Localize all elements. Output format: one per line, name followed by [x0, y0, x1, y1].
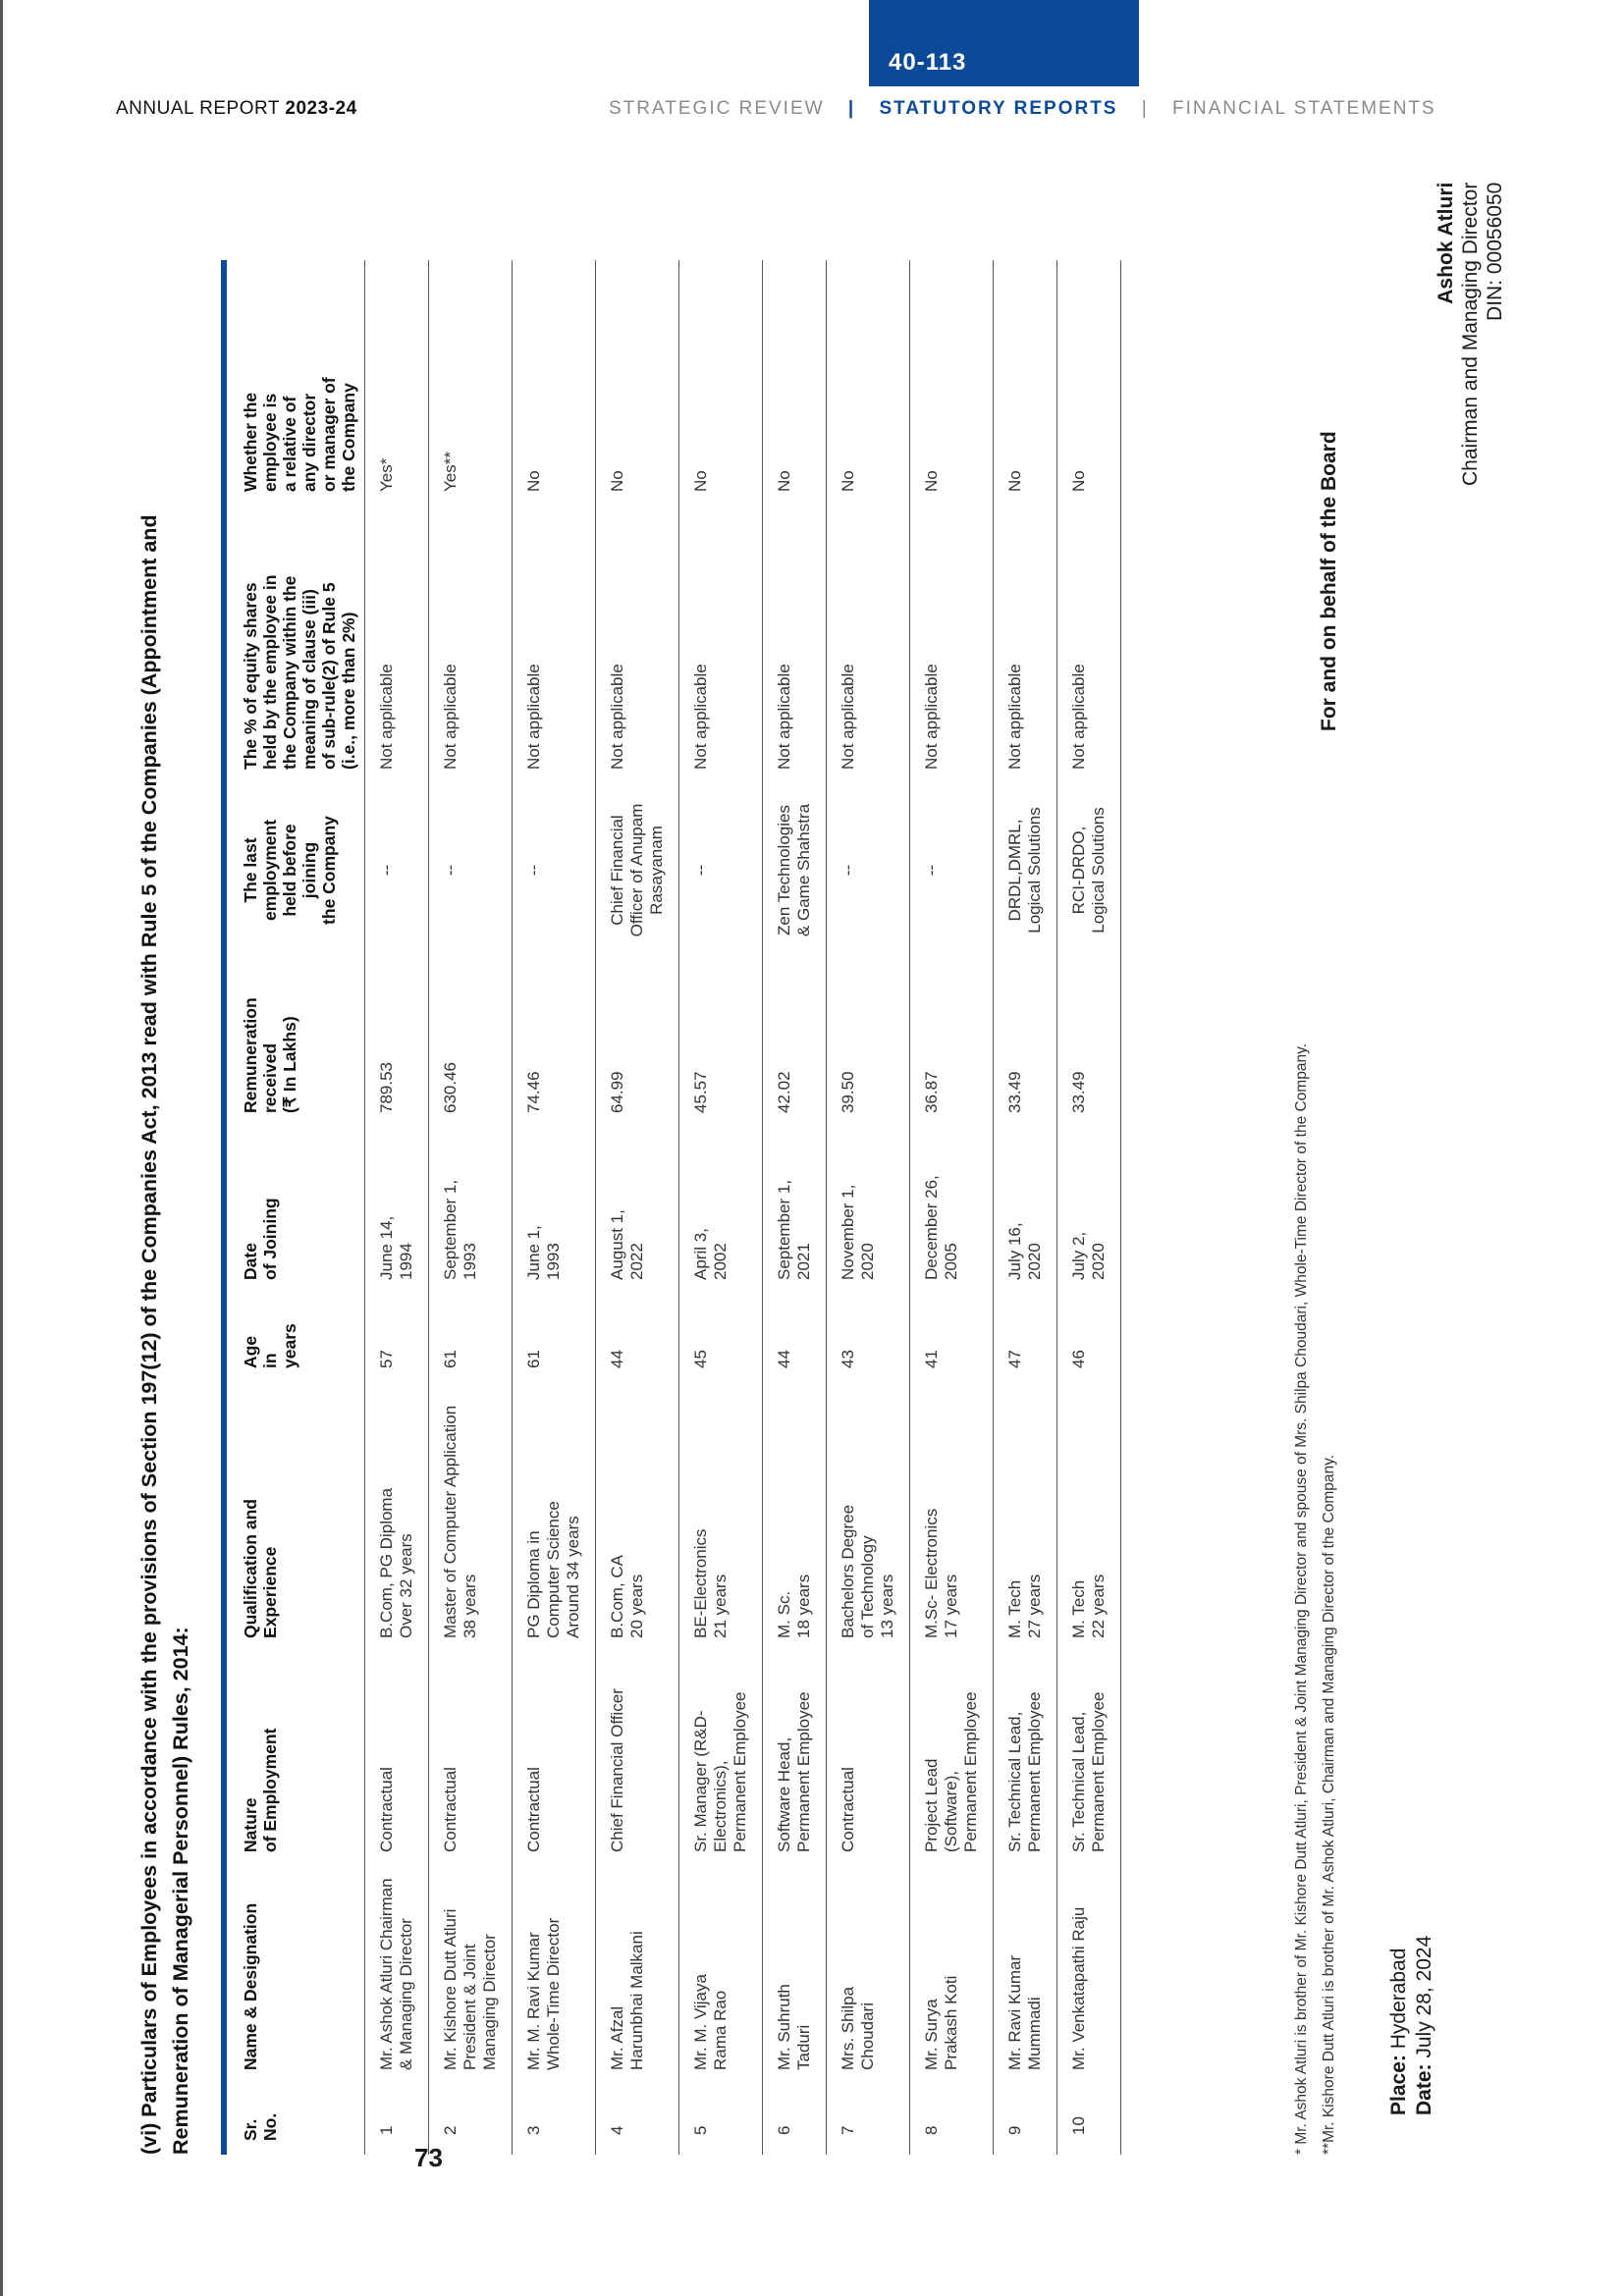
signatory-title: Chairman and Managing Director [1459, 182, 1482, 486]
col-age-cell: 47 [994, 1294, 1057, 1382]
col-sr-no-cell: 2 [429, 2084, 513, 2155]
table-row [763, 260, 827, 2155]
col-last-employment-cell: -- [513, 783, 596, 965]
col-age-cell: 46 [1057, 1294, 1121, 1382]
col-date-joining-cell: July 2, 2020 [1057, 1127, 1121, 1294]
col-qualification-cell: PG Diploma in Computer Science Around 34 years [513, 1382, 596, 1652]
col-name-designation-cell: Mr. M. Vijaya Rama Rao [679, 1866, 763, 2084]
col-relative-cell: No [1057, 260, 1121, 506]
table-row [429, 260, 513, 2155]
col-date-joining-cell: November 1, 2020 [827, 1127, 910, 1294]
table-row [910, 260, 994, 2155]
col-last-employment-cell: Zen Technologies & Game Shahstra [763, 783, 827, 965]
col-name-designation-cell: Mr. Kishore Dutt Atluri President & Joint Managing Director [429, 1866, 513, 2084]
date-value: July 28, 2024 [1413, 1935, 1435, 2058]
col-age-cell: 43 [827, 1294, 910, 1382]
col-sr-no-cell: 3 [513, 2084, 596, 2155]
col-qualification-header: Qualification and Experience [224, 1382, 365, 1652]
date-label: Date: [1413, 2063, 1435, 2115]
nav-separator: | [1141, 98, 1149, 119]
col-remuneration-cell: 33.49 [1057, 965, 1121, 1127]
col-age-cell: 61 [429, 1294, 513, 1382]
col-equity-shares-cell: Not applicable [679, 506, 763, 783]
nav-strategic-review[interactable]: STRATEGIC REVIEW [609, 98, 825, 119]
col-remuneration-cell: 36.87 [910, 965, 994, 1127]
col-qualification-cell: Bachelors Degree of Technology 13 years [827, 1382, 910, 1652]
col-nature-employment-cell: Project Lead (Software), Permanent Employee [910, 1652, 994, 1866]
col-remuneration-cell: 74.46 [513, 965, 596, 1127]
col-remuneration-cell: 45.57 [679, 965, 763, 1127]
col-equity-shares-cell: Not applicable [827, 506, 910, 783]
employees-table [221, 260, 1121, 2155]
signatory-din: DIN: 00056050 [1484, 182, 1506, 321]
col-last-employment-header: The last employment held before joining the Company [224, 783, 365, 965]
col-equity-shares-header: The % of equity shares held by the employee in the Company within the meaning of clause (iii) of sub-rule(2) of Rule 5 (i.e., more than 2%) [224, 506, 365, 783]
col-name-designation-cell: Mr. Ravi Kumar Mummadi [994, 1866, 1057, 2084]
col-qualification-cell: M. Tech 22 years [1057, 1382, 1121, 1652]
col-relative-cell: No [763, 260, 827, 506]
col-date-joining-cell: April 3, 2002 [679, 1127, 763, 1294]
col-last-employment-cell: -- [827, 783, 910, 965]
col-equity-shares-cell: Not applicable [763, 506, 827, 783]
col-last-employment-cell: -- [429, 783, 513, 965]
col-sr-no-cell: 8 [910, 2084, 994, 2155]
col-sr-no-cell: 10 [1057, 2084, 1121, 2155]
col-relative-cell: No [827, 260, 910, 506]
employees-table-wrap [221, 260, 1121, 2155]
col-qualification-cell: B.Com, PG Diploma Over 32 years [365, 1382, 429, 1652]
col-age-cell: 61 [513, 1294, 596, 1382]
col-relative-cell: No [596, 260, 679, 506]
col-name-designation-cell: Mr. Ashok Atluri Chairman & Managing Director [365, 1866, 429, 2084]
col-qualification-cell: B.Com, CA 20 years [596, 1382, 679, 1652]
col-date-joining-header: Date of Joining [224, 1127, 365, 1294]
col-relative-header: Whether the employee is a relative of any director or manager of the Company [224, 260, 365, 506]
table-row [513, 260, 596, 2155]
col-remuneration-header: Remuneration received (₹ In Lakhs) [224, 965, 365, 1127]
col-name-designation-cell: Mr. Venkatapathi Raju [1057, 1866, 1121, 2084]
col-age-cell: 45 [679, 1294, 763, 1382]
col-date-joining-cell: August 1, 2022 [596, 1127, 679, 1294]
table-row [679, 260, 763, 2155]
col-qualification-cell: M.Sc- Electronics 17 years [910, 1382, 994, 1652]
col-nature-employment-cell: Sr. Manager (R&D- Electronics), Permanent Employee [679, 1652, 763, 1866]
section-heading [134, 231, 196, 2155]
col-nature-employment-cell: Contractual [513, 1652, 596, 1866]
col-qualification-cell: BE-Electronics 21 years [679, 1382, 763, 1652]
col-name-designation-cell: Mr. M. Ravi Kumar Whole-Time Director [513, 1866, 596, 2084]
col-qualification-cell: M. Tech 27 years [994, 1382, 1057, 1652]
col-date-joining-cell: December 26, 2005 [910, 1127, 994, 1294]
col-remuneration-cell: 630.46 [429, 965, 513, 1127]
col-date-joining-cell: September 1, 1993 [429, 1127, 513, 1294]
table-row [596, 260, 679, 2155]
col-remuneration-cell: 789.53 [365, 965, 429, 1127]
signatory-name: Ashok Atluri [1435, 182, 1457, 304]
col-nature-employment-header: Nature of Employment [224, 1652, 365, 1866]
col-sr-no-cell: 4 [596, 2084, 679, 2155]
col-name-designation-cell: Mr. Suhruth Taduri [763, 1866, 827, 2084]
table-row [365, 260, 429, 2155]
col-remuneration-cell: 64.99 [596, 965, 679, 1127]
col-equity-shares-cell: Not applicable [365, 506, 429, 783]
col-last-employment-cell: -- [679, 783, 763, 965]
col-remuneration-cell: 39.50 [827, 965, 910, 1127]
col-name-designation-cell: Mr. Afzal Harunbhai Malkani [596, 1866, 679, 2084]
place-label: Place: [1387, 2055, 1410, 2115]
col-nature-employment-cell: Software Head, Permanent Employee [763, 1652, 827, 1866]
place-date-block [1386, 1936, 1437, 2115]
col-qualification-cell: Master of Computer Application 38 years [429, 1382, 513, 1652]
col-relative-cell: No [994, 260, 1057, 506]
col-last-employment-cell: -- [910, 783, 994, 965]
col-age-cell: 41 [910, 1294, 994, 1382]
rotated-content [120, 35, 1504, 2155]
signature-block [1434, 183, 1507, 486]
table-row [994, 260, 1057, 2155]
col-last-employment-cell: DRDL,DMRL, Logical Solutions [994, 783, 1057, 965]
col-equity-shares-cell: Not applicable [513, 506, 596, 783]
col-relative-cell: No [513, 260, 596, 506]
col-date-joining-cell: September 1, 2021 [763, 1127, 827, 1294]
col-equity-shares-cell: Not applicable [596, 506, 679, 783]
col-age-cell: 44 [763, 1294, 827, 1382]
col-relative-cell: Yes* [365, 260, 429, 506]
col-date-joining-cell: June 1, 1993 [513, 1127, 596, 1294]
col-nature-employment-cell: Contractual [365, 1652, 429, 1866]
col-equity-shares-cell: Not applicable [994, 506, 1057, 783]
col-age-cell: 44 [596, 1294, 679, 1382]
col-relative-cell: Yes** [429, 260, 513, 506]
col-equity-shares-cell: Not applicable [429, 506, 513, 783]
heading-line-1: (vi) Particulars of Employees in accordance with the provisions of Section 197(12) of the Companies Act, 2013 read with Rule 5 of the Companies (Appointment and [137, 514, 161, 2155]
table-body [365, 260, 1121, 2155]
col-nature-employment-cell: Sr. Technical Lead, Permanent Employee [994, 1652, 1057, 1866]
col-sr-no-header: Sr. No. [224, 2084, 365, 2155]
col-last-employment-cell: -- [365, 783, 429, 965]
col-date-joining-cell: July 16, 2020 [994, 1127, 1057, 1294]
col-sr-no-cell: 5 [679, 2084, 763, 2155]
col-remuneration-cell: 42.02 [763, 965, 827, 1127]
col-sr-no-cell: 1 [365, 2084, 429, 2155]
table-row [827, 260, 910, 2155]
nav-separator: | [847, 98, 856, 119]
table-row [1057, 260, 1121, 2155]
place-value: Hyderabad [1387, 1948, 1410, 2050]
col-remuneration-cell: 33.49 [994, 965, 1057, 1127]
col-qualification-cell: M. Sc. 18 years [763, 1382, 827, 1652]
col-relative-cell: No [910, 260, 994, 506]
col-name-designation-cell: Mr. Surya Prakash Koti [910, 1866, 994, 2084]
col-nature-employment-cell: Chief Financial Officer [596, 1652, 679, 1866]
page-number: 73 [414, 2143, 443, 2172]
footnote-1: * Mr. Ashok Atluri is brother of Mr. Kishore Dutt Atluri, President & Joint Managing Director and spouse of Mrs. Shilpa Choudari, Whole-Time Director of the Company. [1293, 1043, 1310, 2155]
footnote-2: **Mr. Kishore Dutt Atluri is brother of Mr. Ashok Atluri, Chairman and Managing Director of the Company. [1321, 1454, 1337, 2155]
col-last-employment-cell: Chief Financial Officer of Anupam Rasayanam [596, 783, 679, 965]
col-name-designation-header: Name & Designation [224, 1866, 365, 2084]
col-nature-employment-cell: Contractual [429, 1652, 513, 1866]
col-age-header: Age in years [224, 1294, 365, 1382]
nav-statutory-reports[interactable]: STATUTORY REPORTS [879, 98, 1118, 119]
heading-line-2: Remuneration of Managerial Personnel) Rules, 2014: [169, 1627, 192, 2155]
col-nature-employment-cell: Sr. Technical Lead, Permanent Employee [1057, 1652, 1121, 1866]
col-sr-no-cell: 9 [994, 2084, 1057, 2155]
col-equity-shares-cell: Not applicable [910, 506, 994, 783]
page-edge-strip [0, 0, 3, 2296]
report-prefix: ANNUAL REPORT [116, 98, 286, 119]
col-last-employment-cell: RCI-DRDO, Logical Solutions [1057, 783, 1121, 965]
nav-financial-statements[interactable]: FINANCIAL STATEMENTS [1171, 98, 1436, 119]
col-relative-cell: No [679, 260, 763, 506]
col-sr-no-cell: 6 [763, 2084, 827, 2155]
col-name-designation-cell: Mrs. Shilpa Choudari [827, 1866, 910, 2084]
table-header-row [224, 260, 365, 2155]
col-nature-employment-cell: Contractual [827, 1652, 910, 1866]
board-line: For and on behalf of the Board [1318, 431, 1340, 731]
col-date-joining-cell: June 14, 1994 [365, 1127, 429, 1294]
footnotes [1288, 1043, 1343, 2155]
col-equity-shares-cell: Not applicable [1057, 506, 1121, 783]
report-year: 2023-24 [285, 98, 357, 119]
col-sr-no-cell: 7 [827, 2084, 910, 2155]
page-range: 40-113 [889, 49, 967, 76]
col-age-cell: 57 [365, 1294, 429, 1382]
